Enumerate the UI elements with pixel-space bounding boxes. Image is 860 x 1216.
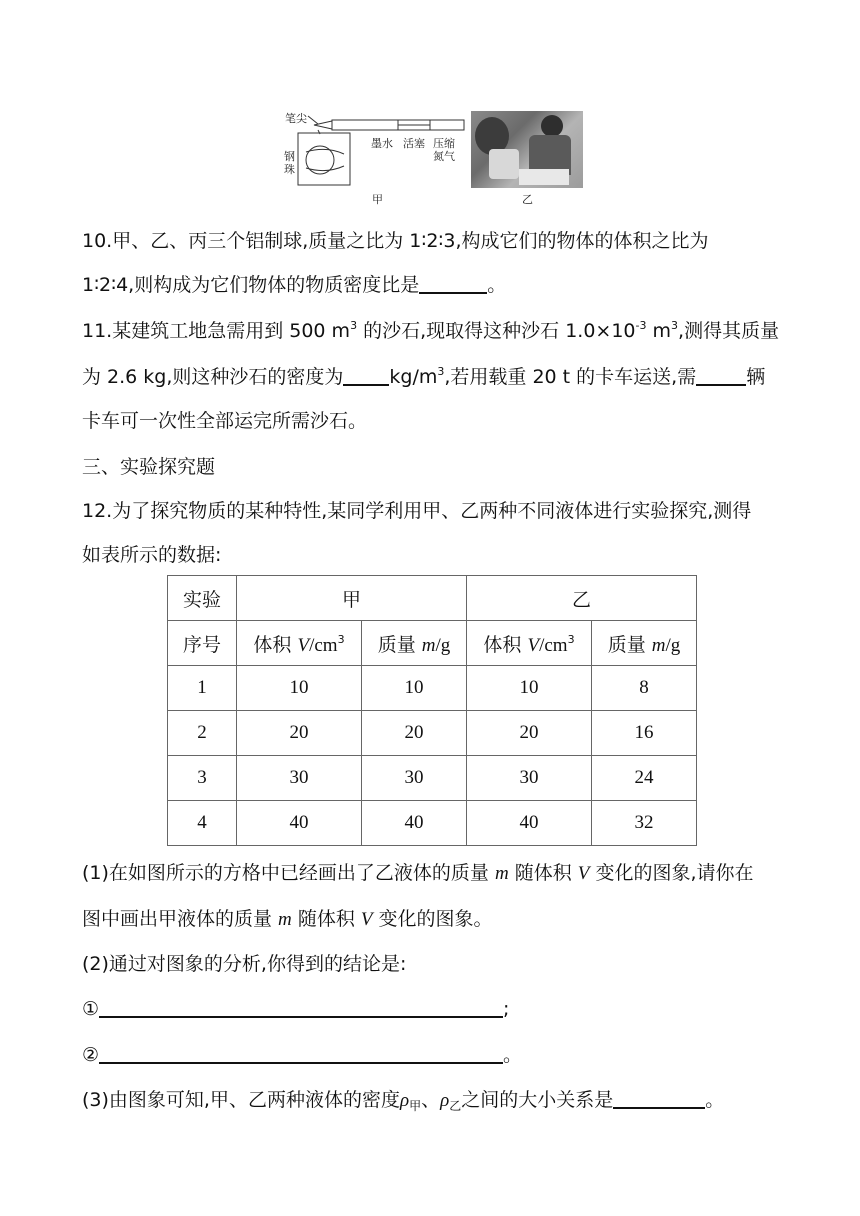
table-cell: 4 (168, 801, 237, 846)
label-piston: 活塞 (403, 137, 425, 150)
table-cell: 10 (237, 666, 362, 711)
table-cell: 10 (467, 666, 592, 711)
q12-part1-line-1: (1)在如图所示的方格中已经画出了乙液体的质量 m 随体积 V 变化的图象,请你在 (82, 862, 754, 884)
q10-answer-blank[interactable] (419, 292, 487, 294)
data-table (167, 575, 697, 846)
table-cell: 3 (168, 756, 237, 801)
header-yi-volume: 体积 $V/cm^3$ (467, 621, 592, 666)
table-cell: 20 (237, 711, 362, 756)
header-trial-2: 序号 (168, 621, 237, 666)
table-cell: 40 (362, 801, 467, 846)
table-cell: 2 (168, 711, 237, 756)
conclusion-2-blank[interactable] (99, 1062, 503, 1064)
q12-line-1: 12.为了探究物质的某种特性,某同学利用甲、乙两种不同液体进行实验探究,测得 (82, 500, 752, 522)
table-cell: 20 (362, 711, 467, 756)
table-cell: 30 (237, 756, 362, 801)
table-cell: 32 (592, 801, 697, 846)
table-cell: 20 (467, 711, 592, 756)
table-row (168, 711, 697, 756)
header-jia-volume: 体积 $V/cm^3$ (237, 621, 362, 666)
table-header-row-1 (168, 576, 697, 621)
header-jia-mass: 质量 m/g (362, 621, 467, 666)
section-3-title: 三、实验探究题 (82, 456, 216, 478)
q11-trucks-blank[interactable] (696, 384, 746, 386)
density-relation-blank[interactable] (613, 1107, 705, 1109)
header-yi-mass: 质量 m/g (592, 621, 697, 666)
label-gas-2: 氮气 (433, 150, 455, 163)
header-jia: 甲 (237, 576, 467, 621)
label-gas-1: 压缩 (433, 137, 455, 150)
label-ink: 墨水 (371, 137, 393, 150)
table-cell: 8 (592, 666, 697, 711)
table-header-row-2 (168, 621, 697, 666)
q11-line-2: 为 2.6 kg,则这种沙石的密度为 $kg/m^3$,若用载重 20 t 的卡车运送,需 辆 (82, 365, 766, 388)
table-cell: 10 (362, 666, 467, 711)
table-cell: 30 (362, 756, 467, 801)
q11-line-1: 11.某建筑工地急需用到 500 $m^3$ 的沙石,现取得这种沙石 $1.0\times 10^{-3}$ $m^3$,测得其质量 (82, 319, 780, 342)
caption-jia: 甲 (372, 193, 383, 206)
q10-line-1: 10.甲、乙、丙三个铝制球,质量之比为 1∶2∶3,构成它们的物体的体积之比为 (82, 230, 709, 252)
table-cell: 24 (592, 756, 697, 801)
table-cell: 1 (168, 666, 237, 711)
q11-density-blank[interactable] (343, 384, 389, 386)
photo-student-writing (471, 111, 583, 188)
conclusion-1-blank[interactable] (99, 1016, 503, 1018)
table-cell: 30 (467, 756, 592, 801)
header-trial-1: 实验 (168, 576, 237, 621)
q12-part2-item-1: ① ; (82, 998, 510, 1020)
q12-part2-item-2: ② 。 (82, 1044, 523, 1066)
table-cell: 16 (592, 711, 697, 756)
label-pen-tip: 笔尖 (285, 112, 307, 125)
caption-yi: 乙 (522, 193, 533, 206)
table-row (168, 756, 697, 801)
q11-line-3: 卡车可一次性全部运完所需沙石。 (82, 410, 368, 432)
q12-part2-line: (2)通过对图象的分析,你得到的结论是: (82, 953, 407, 975)
label-steel-ball-1: 钢 (284, 150, 295, 163)
table-row (168, 801, 697, 846)
table-cell: 40 (237, 801, 362, 846)
q12-part1-line-2: 图中画出甲液体的质量 m 随体积 V 变化的图象。 (82, 908, 493, 930)
table-row (168, 666, 697, 711)
header-yi: 乙 (467, 576, 697, 621)
q10-line-2: 1∶2∶4,则构成为它们物体的物质密度比是 。 (82, 274, 507, 296)
q12-line-2: 如表所示的数据: (82, 544, 222, 566)
label-steel-ball-2: 珠 (284, 163, 295, 176)
table-cell: 40 (467, 801, 592, 846)
q12-part3-line: (3)由图象可知,甲、乙两种液体的密度$\rho_甲$、$\rho_乙$之间的大小关系是 。 (82, 1089, 725, 1113)
